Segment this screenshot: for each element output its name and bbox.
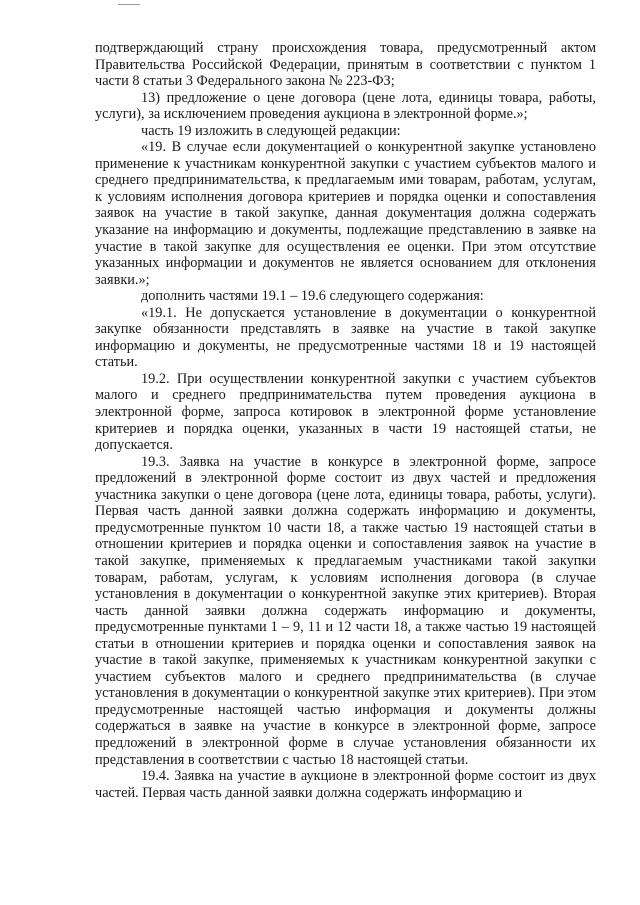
paragraph-8: 19.3. Заявка на участие в конкурсе в электронной форме, запросе предложений в электронной форме состоит из двух частей и предложения участника закупки о цене договора (цене лота, единицы товара, работы, услуги). Первая часть данной заявки должна содержать информацию и документы, предусмотренные пунктом 10 части 18, а также частью 19 настоящей статьи в отношении критериев и порядка оценки и сопоставления заявок на участие в такой закупке, применяемых к предлагаемым участниками такой закупки товарам, работам, услугам, к условиям исполнения договора (в случае установления в документации о конкурентной закупке этих критериев). Вторая часть данной заявки должна содержать информацию и документы, предусмотренные пунктами 1 – 9, 11 и 12 части 18, а также частью 19 настоящей статьи в отношении критериев и порядка оценки и сопоставления заявок на участие в такой закупке, применяемых к участникам конкурентной закупки с участием субъектов малого и среднего предпринимательства (в случае установления в документации о конкурентной закупке этих критериев). При этом предусмотренные настоящей частью информация и документы должны содержаться в заявке на участие в конкурсе в электронной форме, запросе предложений в электронной форме в случае установления обязанности их представления в соответствии с частью 18 настоящей статьи. xyxy=(95,453,596,768)
paragraph-2: 13) предложение о цене договора (цене лота, единицы товара, работы, услуги), за исключением проведения аукциона в электронной форме.»; xyxy=(95,89,596,123)
paragraph-9: 19.4. Заявка на участие в аукционе в электронной форме состоит из двух частей. Первая часть данной заявки должна содержать информацию и xyxy=(95,768,596,801)
paragraph-3: часть 19 изложить в следующей редакции: xyxy=(141,122,401,139)
paragraph-5: дополнить частями 19.1 – 19.6 следующего содержания: xyxy=(141,288,484,305)
paragraph-6: «19.1. Не допускается установление в документации о конкурентной закупке обязанности представлять в заявке на участие в такой закупке информацию и документы, не предусмотренные частями 18 и 19 настоящей статьи. xyxy=(95,304,596,371)
paragraph-4: «19. В случае если документацией о конкурентной закупке установлено применение к участникам конкурентной закупки с участием субъектов малого и среднего предпринимательства, к предлагаемым ими товарам, работам, услугам, к условиям исполнения договора критериев и порядка оценки и сопоставления заявок на участие в такой закупке, данная документация должна содержать указание на информацию и документы, подлежащие представлению в заявке на участие в такой закупке для осуществления ее оценки. При этом отсутствие указанных информации и документов не является основанием для отклонения заявки.»; xyxy=(95,139,596,288)
paragraph-7: 19.2. При осуществлении конкурентной закупки с участием субъектов малого и среднего предпринимательства путем проведения аукциона в электронной форме, запроса котировок в электронной форме установление критериев и порядка оценки, указанных в части 19 настоящей статьи, не допускается. xyxy=(95,370,596,454)
scan-mark xyxy=(118,4,140,5)
paragraph-1: подтверждающий страну происхождения товара, предусмотренный актом Правительства Российской Федерации, принятым в соответствии с пунктом 1 части 8 статьи 3 Федерального закона № 223-ФЗ; xyxy=(95,40,596,90)
document-body xyxy=(95,40,596,801)
